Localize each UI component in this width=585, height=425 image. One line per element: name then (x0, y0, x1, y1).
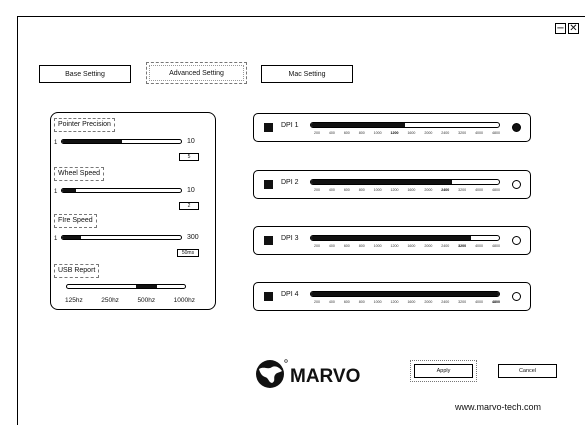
dpi-label: DPI 1 (281, 122, 299, 129)
dpi-color-swatch[interactable] (264, 123, 273, 132)
dpi-tick-label: 1600 (407, 188, 416, 192)
dpi-slider-fill (311, 180, 452, 184)
wheel-speed-setting (51, 167, 215, 213)
dpi-slider-fill (311, 236, 471, 240)
brand-name: MARVO (290, 366, 361, 387)
dpi-tick-label: 400 (328, 188, 335, 192)
dpi-tick-label: 3200 (458, 188, 467, 192)
dpi-active-indicator[interactable] (512, 123, 521, 132)
dpi-active-indicator[interactable] (512, 180, 521, 189)
dpi-tick-label: 1000 (373, 188, 382, 192)
wheel-speed-max: 10 (187, 187, 195, 194)
marvo-logo (252, 356, 374, 391)
dpi-tick-label: 4000 (475, 188, 484, 192)
dpi-tick-label: 2400 (441, 244, 450, 248)
dpi-tick-label: 4800 (491, 188, 500, 192)
dpi-tick-label: 200 (314, 188, 320, 192)
fire-speed-setting (51, 214, 215, 260)
dpi-tick-label: 800 (358, 188, 365, 192)
pointer-precision-max: 10 (187, 138, 195, 145)
fire-speed-fill (62, 236, 81, 239)
cancel-button[interactable]: Cancel (498, 364, 557, 378)
dpi-tick-label: 1600 (407, 300, 416, 304)
pointer-precision-label: Pointer Precision (54, 118, 115, 132)
pointer-precision-fill (62, 140, 122, 143)
dpi-active-indicator[interactable] (512, 236, 521, 245)
pointer-precision-slider[interactable] (61, 139, 182, 144)
dpi-tick-label: 2400 (441, 188, 450, 192)
dpi-scale (314, 244, 500, 248)
dpi-color-swatch[interactable] (264, 236, 273, 245)
dpi-tick-label: 3200 (458, 244, 467, 248)
dpi-tick-label: 400 (328, 244, 335, 248)
dpi-tick-label: 4000 (475, 244, 484, 248)
dpi-tick-label: 3200 (458, 300, 467, 304)
dpi-tick-label: 2000 (424, 131, 433, 135)
dpi-slider[interactable] (310, 291, 500, 297)
dpi-row (253, 282, 531, 311)
usb-option[interactable]: 1000hz (173, 297, 195, 304)
dpi-tick-label: 2000 (424, 188, 433, 192)
usb-report-slider[interactable] (66, 284, 186, 289)
dpi-row (253, 226, 531, 255)
dpi-tick-label: 200 (314, 300, 320, 304)
tab-advanced-setting[interactable]: Advanced Setting (146, 62, 247, 84)
dpi-tick-label: 800 (358, 300, 365, 304)
dpi-active-indicator[interactable] (512, 292, 521, 301)
tab-base-setting[interactable]: Base Setting (39, 65, 131, 83)
dpi-tick-label: 600 (343, 131, 350, 135)
dpi-slider[interactable] (310, 179, 500, 185)
dpi-tick-label: 2000 (424, 300, 433, 304)
website-url: www.marvo-tech.com (455, 402, 542, 412)
dpi-label: DPI 4 (281, 291, 299, 298)
dpi-tick-label: 200 (314, 244, 320, 248)
dpi-tick-label: 2400 (441, 300, 450, 304)
dpi-tick-label: 600 (343, 300, 350, 304)
dpi-slider-fill (311, 292, 499, 296)
tab-mac-setting[interactable]: Mac Setting (261, 65, 353, 83)
dpi-label: DPI 2 (281, 179, 299, 186)
dpi-tick-label: 4800 (491, 131, 500, 135)
fire-speed-min: 1 (54, 236, 58, 242)
dpi-color-swatch[interactable] (264, 292, 273, 301)
fire-speed-value: 50ms (177, 249, 199, 257)
usb-report-options (65, 297, 195, 304)
usb-option[interactable]: 250hz (101, 297, 119, 304)
dpi-tick-label: 3200 (458, 131, 467, 135)
dpi-tick-label: 800 (358, 131, 365, 135)
usb-option[interactable]: 500hz (137, 297, 156, 304)
dpi-tick-label: 1000 (373, 131, 382, 135)
dpi-tick-label: 1000 (373, 300, 382, 304)
dpi-scale (314, 300, 500, 304)
dpi-tick-label: 400 (328, 131, 335, 135)
dpi-tick-label: 1200 (390, 300, 399, 304)
close-button[interactable]: ✕ (569, 23, 578, 34)
pointer-precision-min: 1 (54, 140, 58, 146)
dpi-slider[interactable] (310, 235, 500, 241)
dpi-scale (314, 188, 500, 192)
wheel-speed-label: Wheel Speed (54, 167, 104, 181)
dpi-tick-label: 1200 (390, 244, 399, 248)
dpi-tick-label: 2000 (424, 244, 433, 248)
wheel-speed-min: 1 (54, 189, 58, 195)
dpi-tick-label: 400 (328, 300, 335, 304)
usb-option[interactable]: 125hz (65, 297, 83, 304)
dpi-row (253, 113, 531, 142)
wheel-speed-slider[interactable] (61, 188, 182, 193)
dpi-tick-label: 600 (343, 244, 350, 248)
dpi-label: DPI 3 (281, 235, 299, 242)
dpi-slider[interactable] (310, 122, 500, 128)
fire-speed-label: FIre Speed (54, 214, 97, 228)
pointer-precision-value: 5 (179, 153, 199, 161)
dpi-tick-label: 1600 (407, 244, 416, 248)
dpi-tick-label: 1200 (390, 131, 399, 135)
dpi-row (253, 170, 531, 199)
dpi-tick-label: 1600 (407, 131, 416, 135)
dpi-tick-label: 2400 (441, 131, 450, 135)
usb-report-handle[interactable] (136, 285, 157, 288)
advanced-settings-panel (50, 112, 216, 310)
pointer-precision-setting (51, 118, 215, 164)
usb-report-setting (51, 264, 215, 310)
dpi-scale (314, 131, 500, 135)
dpi-slider-fill (311, 123, 405, 127)
dpi-color-swatch[interactable] (264, 180, 273, 189)
usb-report-label: USB Report (54, 264, 99, 278)
dpi-tick-label: 4000 (475, 131, 484, 135)
wheel-speed-value: 2 (179, 202, 199, 210)
dpi-tick-label: 1200 (390, 188, 399, 192)
dpi-tick-label: 600 (343, 188, 350, 192)
dpi-tick-label: 4000 (475, 300, 484, 304)
dpi-tick-label: 200 (314, 131, 320, 135)
dpi-tick-label: 1000 (373, 244, 382, 248)
dpi-tick-label: 4800 (491, 244, 500, 248)
apply-button[interactable]: Apply (414, 364, 473, 378)
dpi-tick-label: 4800 (491, 300, 500, 304)
dpi-tick-label: 800 (358, 244, 365, 248)
wheel-speed-fill (62, 189, 76, 192)
fire-speed-slider[interactable] (61, 235, 182, 240)
fire-speed-max: 300 (187, 234, 199, 241)
minimize-button[interactable]: − (556, 23, 565, 34)
